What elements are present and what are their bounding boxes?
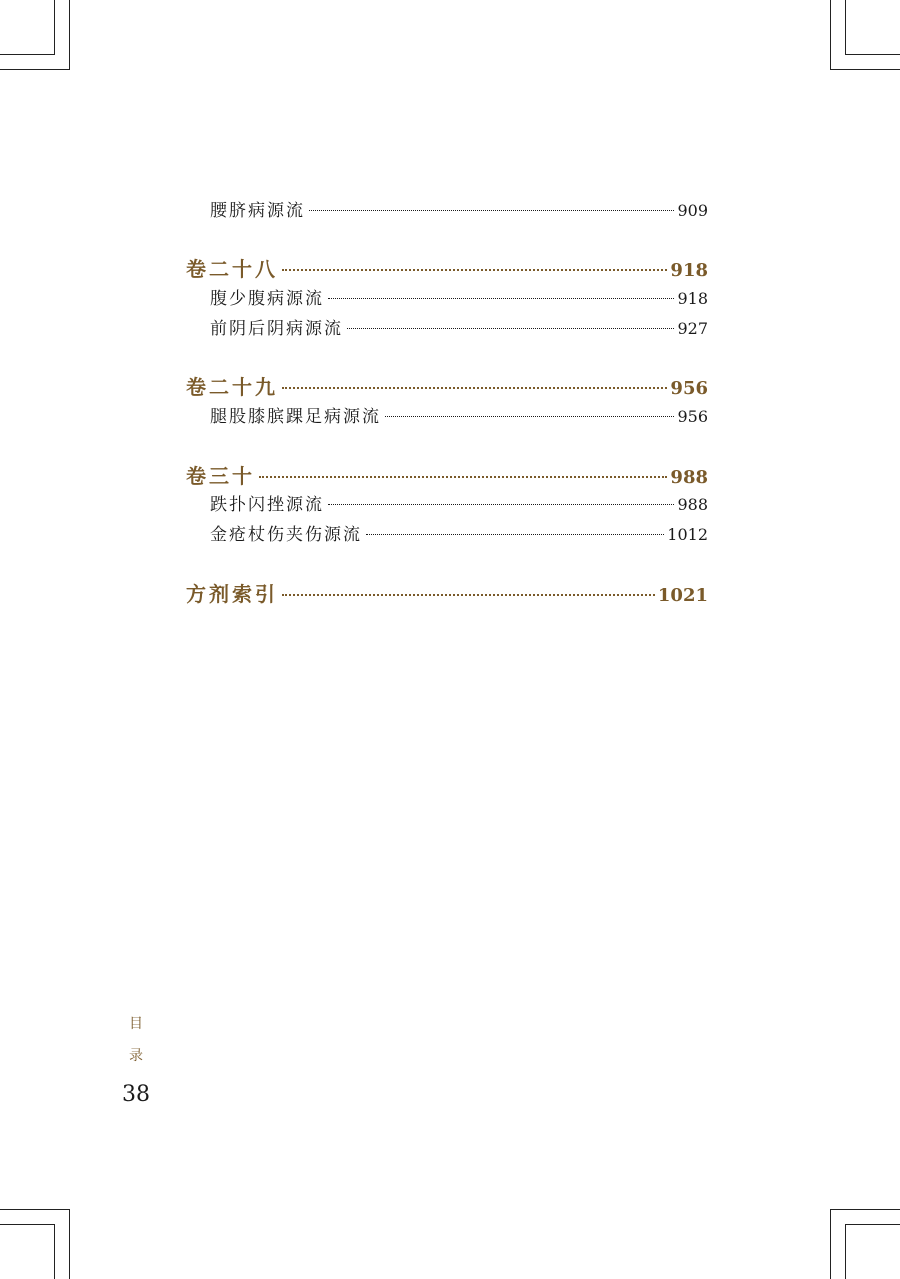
toc-volume-title: 卷二十九 <box>186 375 278 399</box>
toc-volume-heading[interactable] <box>186 371 708 400</box>
section-label-char-1: 目 <box>129 1016 143 1032</box>
toc-entry-title: 腿股膝膑踝足病源流 <box>210 407 381 427</box>
toc-volume-page: 918 <box>670 260 708 281</box>
toc-entry[interactable] <box>210 402 708 427</box>
dot-leader <box>309 210 674 211</box>
dot-leader <box>328 504 674 505</box>
toc-volume-title: 卷二十八 <box>186 257 278 281</box>
toc-entry-title: 腹少腹病源流 <box>210 289 324 309</box>
crop-mark-br-h2 <box>845 1224 900 1225</box>
crop-mark-br-h <box>830 1209 900 1210</box>
toc-entry[interactable] <box>210 284 708 309</box>
dot-leader <box>385 416 674 417</box>
crop-mark-br-v <box>830 1209 831 1279</box>
crop-mark-bl-v2 <box>54 1224 55 1279</box>
toc-entry-page: 927 <box>677 319 708 338</box>
toc-entry-page: 909 <box>677 201 708 220</box>
toc-entry[interactable] <box>210 520 708 545</box>
toc-volume-page: 956 <box>670 378 708 399</box>
dot-leader <box>328 298 674 299</box>
toc-volume-heading[interactable] <box>186 253 708 282</box>
crop-mark-bl-h2 <box>0 1224 55 1225</box>
crop-mark-tr-v2 <box>845 0 846 55</box>
toc-entry-title: 腰脐病源流 <box>210 201 305 221</box>
toc-volume-page: 988 <box>670 467 708 488</box>
dot-leader <box>366 534 664 535</box>
toc-volume-title: 卷三十 <box>186 464 255 488</box>
dot-leader <box>282 594 655 596</box>
crop-mark-br-v2 <box>845 1224 846 1279</box>
dot-leader <box>259 476 667 478</box>
crop-mark-tr-h2 <box>845 54 900 55</box>
toc-volume-title: 方剂索引 <box>186 582 278 606</box>
toc-entry-page: 918 <box>677 289 708 308</box>
crop-mark-tl-h2 <box>0 54 55 55</box>
toc-entry[interactable] <box>210 196 708 221</box>
crop-mark-tl-h <box>0 69 70 70</box>
dot-leader <box>347 328 674 329</box>
crop-mark-tr-v <box>830 0 831 70</box>
toc-entry-title: 跌扑闪挫源流 <box>210 495 324 515</box>
crop-mark-tl-v2 <box>54 0 55 55</box>
toc-entry-page: 1012 <box>667 525 708 544</box>
toc-entry-page: 956 <box>677 407 708 426</box>
toc-entry-title: 金疮杖伤夹伤源流 <box>210 525 362 545</box>
toc-volume-heading[interactable] <box>186 578 708 607</box>
dot-leader <box>282 387 667 389</box>
page-number: 38 <box>122 1082 150 1107</box>
dot-leader <box>282 269 667 271</box>
toc-entry[interactable] <box>210 490 708 515</box>
section-label-char-2: 录 <box>129 1048 143 1064</box>
toc-volume-page: 1021 <box>657 585 708 606</box>
crop-mark-bl-v <box>69 1209 70 1279</box>
toc-volume-heading[interactable] <box>186 460 708 489</box>
toc-entry-title: 前阴后阴病源流 <box>210 319 343 339</box>
toc-entry[interactable] <box>210 314 708 339</box>
crop-mark-tl-v <box>69 0 70 70</box>
toc-entry-page: 988 <box>677 495 708 514</box>
crop-mark-bl-h <box>0 1209 70 1210</box>
crop-mark-tr-h <box>830 69 900 70</box>
